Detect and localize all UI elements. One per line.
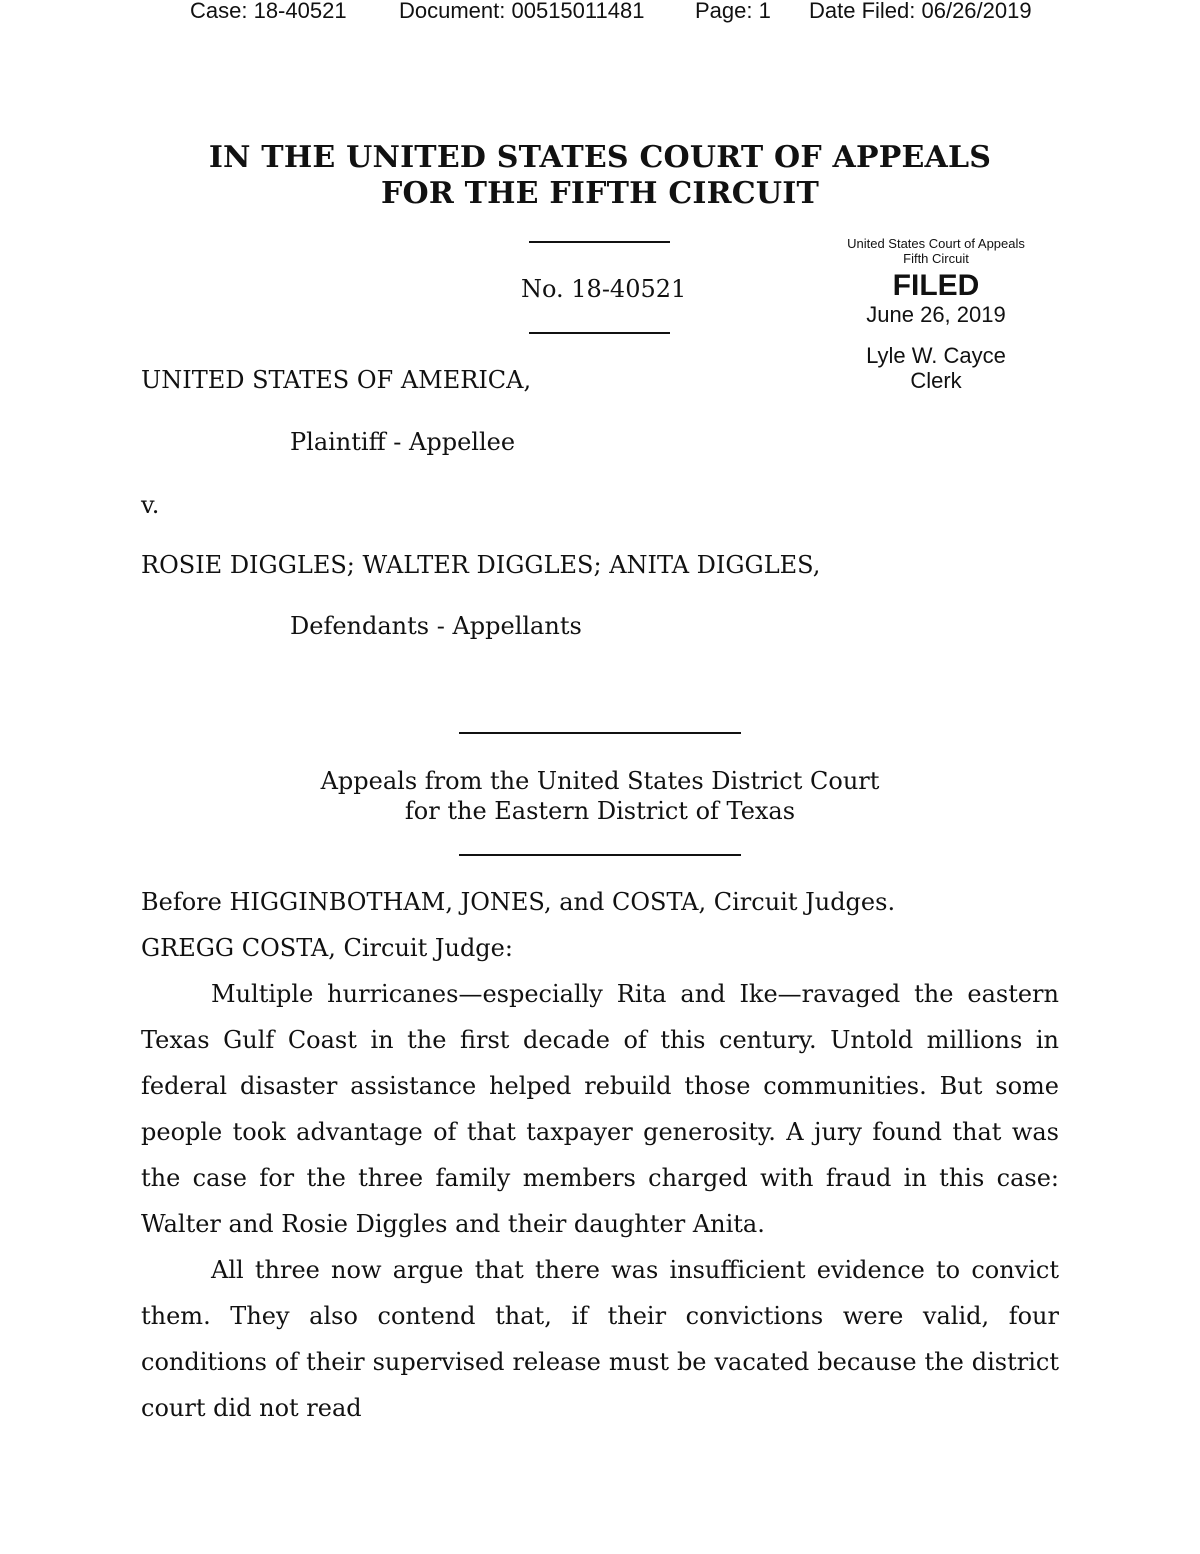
divider-appeal-top [459, 732, 741, 734]
court-title-line2: FOR THE FIFTH CIRCUIT [381, 176, 819, 211]
stamp-court: United States Court of Appeals [847, 236, 1025, 251]
plaintiff-role: Plaintiff - Appellee [290, 428, 516, 456]
plaintiff-name: UNITED STATES OF AMERICA, [141, 366, 532, 394]
header-document: Document: 00515011481 [399, 0, 645, 23]
header-date-filed: Date Filed: 06/26/2019 [809, 0, 1032, 23]
defendants-names: ROSIE DIGGLES; WALTER DIGGLES; ANITA DIGGLES, [141, 551, 821, 579]
panel-judges: Before HIGGINBOTHAM, JONES, and COSTA, Circuit Judges. [141, 888, 896, 916]
filed-stamp [826, 236, 1046, 393]
stamp-filed: FILED [892, 269, 980, 302]
filing-header [190, 0, 1060, 28]
divider-top [529, 241, 670, 243]
opinion-author: GREGG COSTA, Circuit Judge: [141, 934, 513, 962]
stamp-date: June 26, 2019 [866, 302, 1006, 327]
case-number: No. 18-40521 [521, 275, 687, 303]
court-title-line1: IN THE UNITED STATES COURT OF APPEALS [208, 140, 992, 175]
opinion-paragraph-1: Multiple hurricanes—especially Rita and Ike—ravaged the eastern Texas Gulf Coast in the first decade of this century. Untold millions in federal disaster assistance helped rebuild those communities. But some people took advantage of that taxpayer generosity. A jury found that was the case for the three family members charged with fraud in this case: Walter and Rosie Diggles and their daughter Anita. [141, 980, 1059, 1238]
appeal-origin-line1: Appeals from the United States District Court [320, 767, 880, 795]
opinion-paragraph-2: All three now argue that there was insufficient evidence to convict them. They also contend that, if their convictions were valid, four conditions of their supervised release must be vacated because the district court did not read [141, 1256, 1059, 1422]
appeal-origin [0, 766, 1200, 826]
court-title [0, 140, 1200, 212]
header-page: Page: 1 [695, 0, 771, 23]
versus: v. [141, 491, 160, 519]
divider-appeal-bottom [459, 854, 741, 856]
defendants-role: Defendants - Appellants [290, 612, 582, 640]
divider-case [529, 332, 670, 334]
stamp-circuit: Fifth Circuit [903, 251, 969, 266]
stamp-clerk-title: Clerk [910, 368, 962, 393]
appeal-origin-line2: for the Eastern District of Texas [404, 797, 796, 825]
header-case: Case: 18-40521 [190, 0, 347, 23]
stamp-clerk-name: Lyle W. Cayce [866, 343, 1006, 368]
